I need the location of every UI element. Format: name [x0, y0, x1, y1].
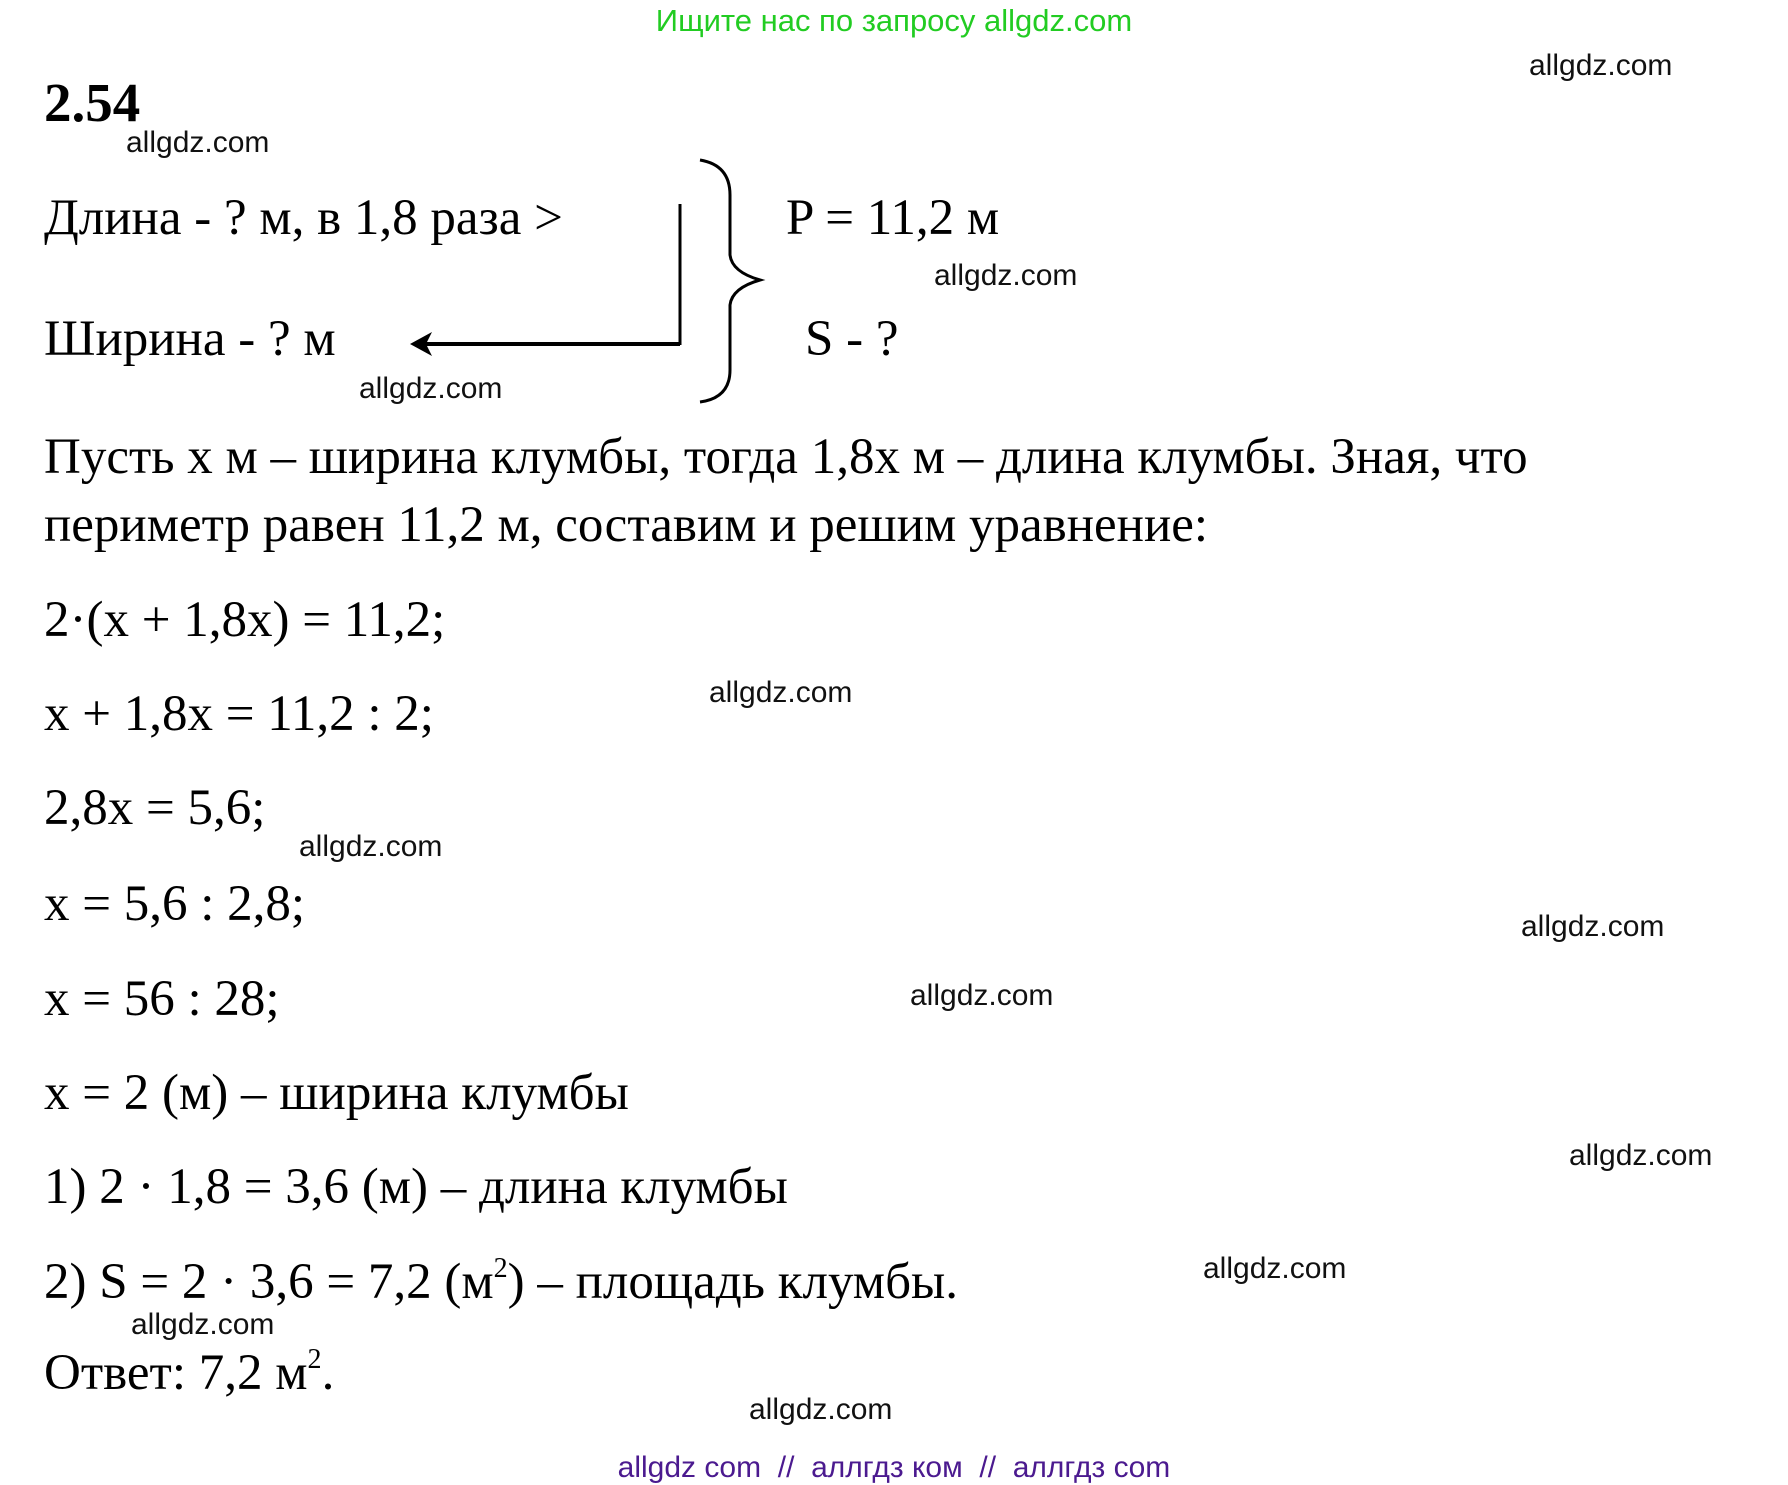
condition-diagram	[0, 0, 1788, 500]
watermark: allgdz.com	[709, 676, 853, 709]
solution-step: 1) 2 · 1,8 = 3,6 (м) – длина клумбы	[44, 1159, 788, 1215]
solution-step: x = 56 : 28;	[44, 971, 280, 1027]
answer	[44, 1343, 335, 1401]
promo-header: Ищите нас по запросу allgdz.com	[655, 3, 1133, 38]
watermark: allgdz.com	[749, 1393, 893, 1426]
superscript: 2	[493, 1252, 508, 1284]
solution-step: x + 1,8x = 11,2 : 2;	[44, 686, 434, 742]
answer-text: .	[321, 1345, 335, 1401]
solution-intro-line2: периметр равен 11,2 м, составим и решим уравнение:	[44, 497, 1209, 553]
solution-step: 2,8x = 5,6;	[44, 780, 266, 836]
footer-links: allgdz com // аллгдз ком // аллгдз com	[617, 1451, 1171, 1484]
step-text: 2) S = 2 · 3,6 = 7,2 (м	[44, 1254, 494, 1310]
answer-text: Ответ: 7,2 м	[44, 1345, 308, 1401]
watermark: allgdz.com	[1569, 1139, 1713, 1172]
watermark: allgdz.com	[1203, 1252, 1347, 1285]
watermark: allgdz.com	[910, 979, 1054, 1012]
curly-brace-icon	[700, 160, 760, 402]
watermark: allgdz.com	[1521, 910, 1665, 943]
solution-step: x = 5,6 : 2,8;	[44, 876, 306, 932]
condition-perimeter: P = 11,2 м	[786, 190, 1000, 246]
solution-step-area	[44, 1252, 959, 1310]
relation-arrow-icon	[410, 204, 680, 356]
condition-width: Ширина - ? м	[44, 311, 336, 367]
step-text: ) – площадь клумбы.	[507, 1254, 959, 1310]
solution-step: 2·(x + 1,8x) = 11,2;	[44, 592, 446, 648]
superscript: 2	[307, 1343, 322, 1375]
watermark: allgdz.com	[126, 126, 270, 159]
solution-step: x = 2 (м) – ширина клумбы	[44, 1065, 629, 1121]
watermark: allgdz.com	[299, 830, 443, 863]
watermark: allgdz.com	[131, 1308, 275, 1341]
watermark: allgdz.com	[934, 259, 1078, 292]
condition-length: Длина - ? м, в 1,8 раза >	[44, 190, 563, 246]
watermark: allgdz.com	[1529, 49, 1673, 82]
problem-number: 2.54	[44, 72, 141, 133]
condition-area: S - ?	[805, 311, 899, 367]
solution-intro-line1: Пусть x м – ширина клумбы, тогда 1,8x м – длина клумбы. Зная, что	[44, 429, 1528, 485]
watermark: allgdz.com	[359, 372, 503, 405]
